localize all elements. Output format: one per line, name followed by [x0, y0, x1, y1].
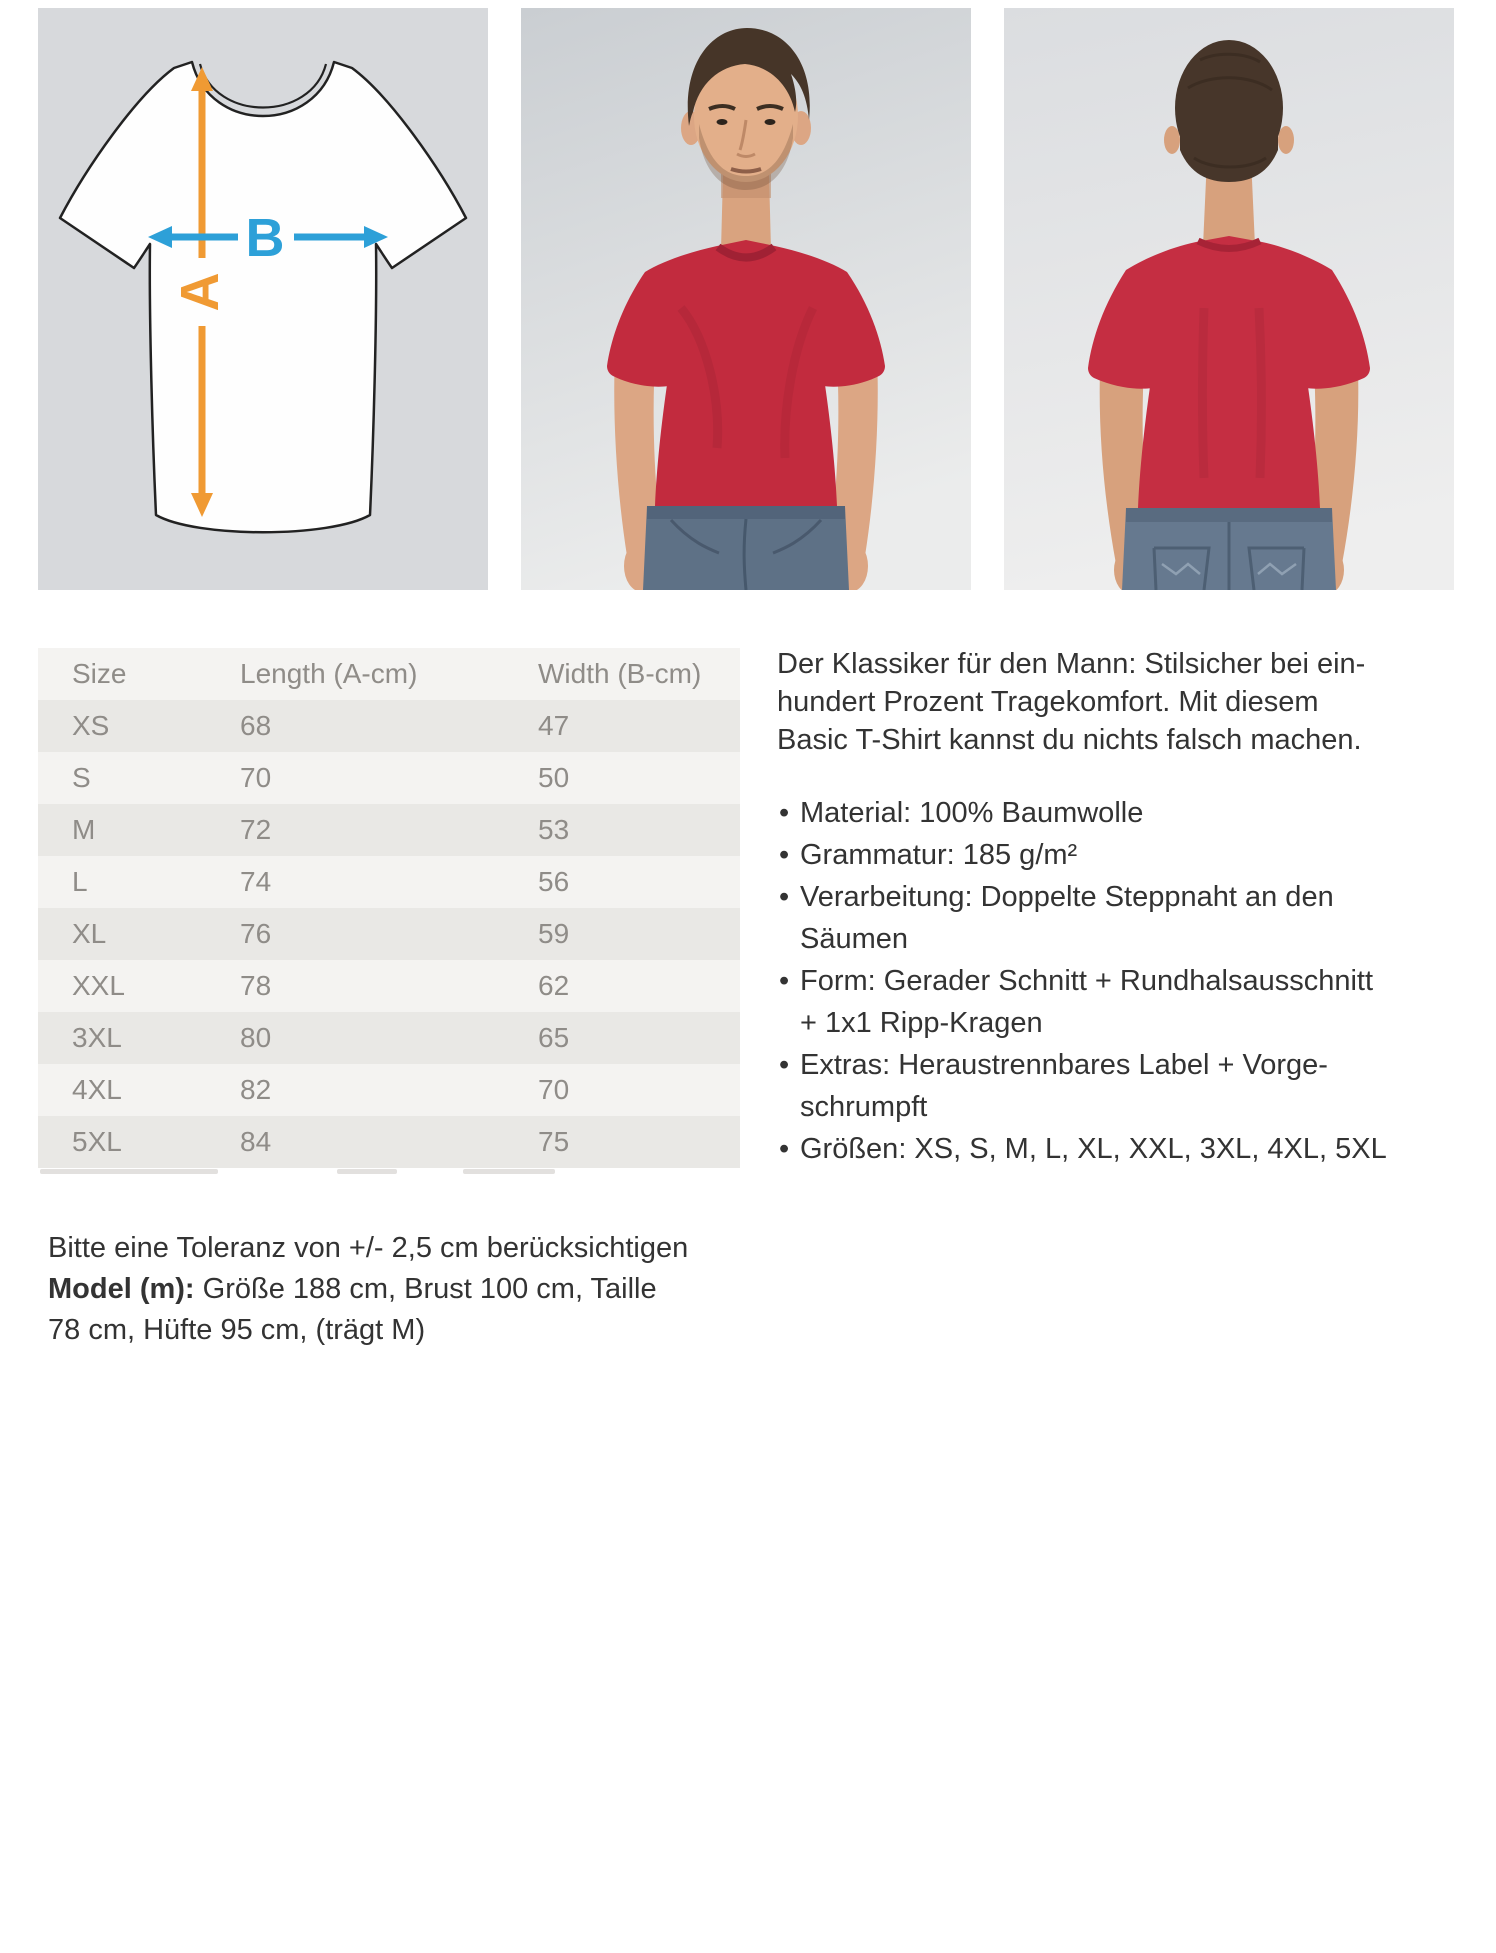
cell-width: 65 — [538, 1022, 570, 1053]
cell-size: 5XL — [72, 1126, 122, 1157]
cell-width: 50 — [538, 762, 570, 793]
size-chart-row — [38, 960, 740, 1012]
tolerance-note: Bitte eine Toleranz von +/- 2,5 cm berücksichtigen — [48, 1232, 689, 1264]
cell-length: 76 — [240, 918, 272, 949]
cell-length: 82 — [240, 1074, 272, 1105]
ear-left — [1164, 126, 1180, 154]
description-intro — [777, 645, 1477, 759]
cell-length: 80 — [240, 1022, 272, 1053]
cell-size: S — [72, 762, 91, 793]
model-info: Größe 188 cm, Brust 100 cm, Taille — [194, 1273, 657, 1305]
cell-size: L — [72, 866, 88, 897]
bullet-line: Material: 100% Baumwolle — [800, 797, 1144, 829]
bullet-line: Extras: Heraustrennbares Label + Vorge- — [800, 1049, 1328, 1081]
bullet-line: Grammatur: 185 g/m² — [800, 839, 1078, 871]
cell-width: 70 — [538, 1074, 570, 1105]
intro-line: Der Klassiker für den Mann: Stilsicher bei ein- — [777, 648, 1366, 680]
cell-length: 72 — [240, 814, 272, 845]
description-bullet — [779, 1128, 1477, 1170]
product-images-row — [38, 8, 1454, 590]
bullet-line: Größen: XS, S, M, L, XL, XXL, 3XL, 4XL, 5XL — [800, 1133, 1387, 1165]
cell-length: 68 — [240, 710, 272, 741]
description-bullet-list — [777, 792, 1477, 1170]
cell-length: 70 — [240, 762, 272, 793]
intro-line: hundert Prozent Tragekomfort. Mit diesem — [777, 686, 1319, 718]
cell-size: XS — [72, 710, 110, 741]
label-a: A — [170, 272, 230, 312]
column-header-width: Width (B-cm) — [538, 658, 702, 689]
cell-width: 62 — [538, 970, 570, 1001]
column-header-size: Size — [72, 658, 127, 689]
bullet-line: Form: Gerader Schnitt + Rundhalsausschnitt — [800, 965, 1374, 997]
model-back-photo[interactable] — [1004, 8, 1454, 590]
eye-right — [765, 119, 776, 125]
size-chart-row — [38, 804, 740, 856]
cell-length: 74 — [240, 866, 272, 897]
cell-length: 84 — [240, 1126, 272, 1157]
size-diagram-graphic — [38, 8, 488, 590]
description-bullet — [779, 960, 1477, 1044]
bullet-line: + 1x1 Ripp-Kragen — [800, 1007, 1043, 1039]
model-front-photo[interactable] — [521, 8, 971, 590]
size-chart-row — [38, 700, 740, 752]
label-b: B — [245, 208, 285, 268]
model-jeans-back — [1122, 508, 1336, 590]
column-header-length: Length (A-cm) — [240, 658, 418, 689]
ear-right — [1278, 126, 1294, 154]
cell-size: 4XL — [72, 1074, 122, 1105]
cell-size: 3XL — [72, 1022, 122, 1053]
cell-size: M — [72, 814, 96, 845]
size-chart-row — [38, 752, 740, 804]
description-bullet — [779, 876, 1477, 960]
size-chart-row — [38, 908, 740, 960]
cell-width: 53 — [538, 814, 570, 845]
size-chart-table — [38, 648, 740, 1180]
tshirt-back-fold — [1203, 308, 1205, 478]
model-jeans — [643, 506, 849, 590]
description-bullet — [779, 834, 1477, 876]
description-bullet — [779, 792, 1477, 834]
model-back-graphic — [1004, 8, 1454, 590]
eye-left — [717, 119, 728, 125]
cell-width: 56 — [538, 866, 570, 897]
description-bullet — [779, 1044, 1477, 1128]
size-chart-row — [38, 1064, 740, 1116]
size-chart-row — [38, 1012, 740, 1064]
bullet-dot-icon: • — [779, 1133, 790, 1165]
bullet-dot-icon: • — [779, 881, 790, 913]
tshirt-back-fold-2 — [1259, 308, 1261, 478]
size-chart-row — [38, 1116, 740, 1168]
cell-width: 75 — [538, 1126, 570, 1157]
model-front-graphic — [521, 8, 971, 590]
cell-width: 47 — [538, 710, 570, 741]
size-chart-body — [38, 700, 740, 1168]
cell-width: 59 — [538, 918, 570, 949]
cell-length: 78 — [240, 970, 272, 1001]
intro-line: Basic T-Shirt kannst du nichts falsch machen. — [777, 724, 1362, 756]
size-chart-row — [38, 856, 740, 908]
cell-size: XL — [72, 918, 107, 949]
bullet-dot-icon: • — [779, 1049, 790, 1081]
model-info-line — [48, 1269, 688, 1310]
measurement-notes — [48, 1228, 688, 1351]
bullet-dot-icon: • — [779, 839, 790, 871]
bullet-line: Verarbeitung: Doppelte Steppnaht an den — [800, 881, 1334, 913]
product-description — [777, 645, 1477, 1170]
bullet-dot-icon: • — [779, 965, 790, 997]
bullet-dot-icon: • — [779, 797, 790, 829]
model-info-continued: 78 cm, Hüfte 95 cm, (trägt M) — [48, 1314, 426, 1346]
cell-size: XXL — [72, 970, 125, 1001]
bullet-line: Säumen — [800, 923, 909, 955]
size-diagram-image[interactable] — [38, 8, 488, 590]
size-chart-cutoff-artifact — [38, 1168, 740, 1180]
bullet-line: schrumpft — [800, 1091, 928, 1123]
size-chart-header-row — [38, 648, 740, 700]
model-label: Model (m): — [48, 1273, 195, 1305]
